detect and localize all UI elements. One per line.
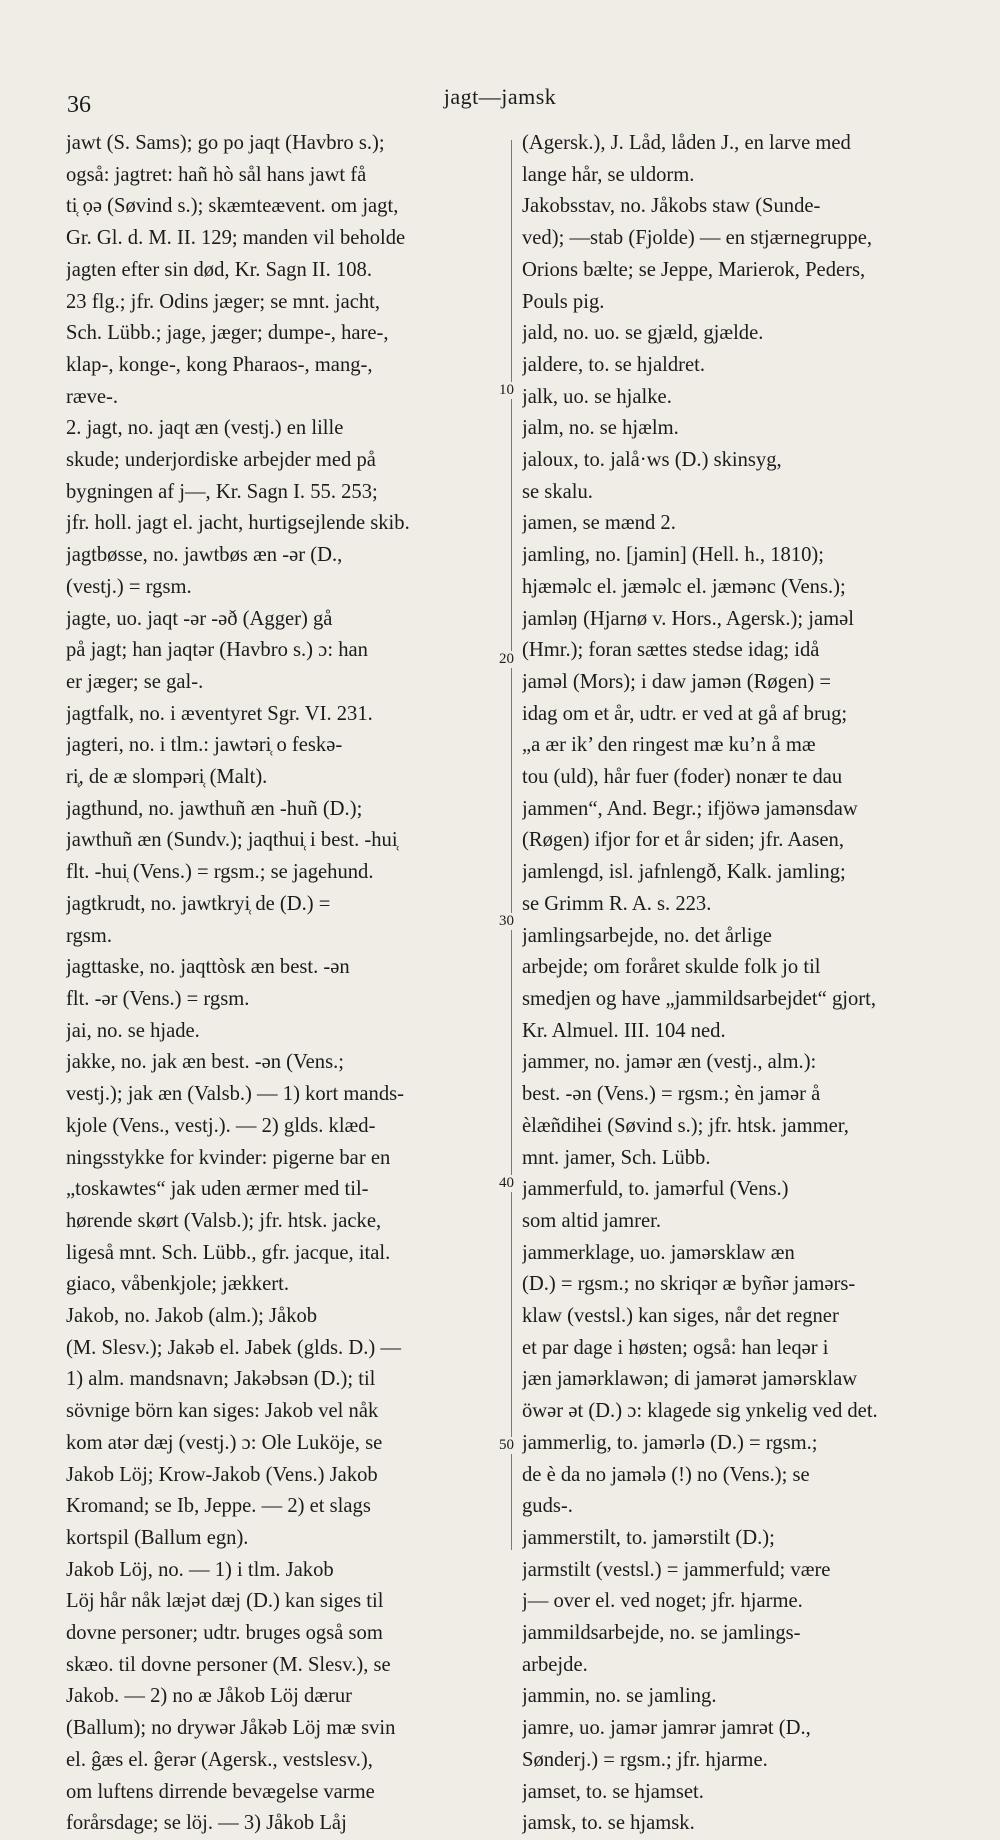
- text-line: Jakob Löj, no. — 1) i tlm. Jakob: [66, 1558, 334, 1581]
- text-line: ved); —stab (Fjolde) — en stjærnegruppe,: [522, 227, 873, 250]
- text-line: 1) alm. mandsnavn; Jakəbsən (D.); til: [66, 1368, 376, 1391]
- text-line: jagtfalk, no. i æventyret Sgr. VI. 231.: [66, 702, 373, 725]
- text-line: jammen“, And. Begr.; ifjöwə jamənsdaw: [522, 797, 858, 820]
- text-line: forårsdage; se löj. — 3) Jåkob Låj: [66, 1812, 347, 1835]
- text-line: (vestj.) = rgsm.: [66, 575, 192, 598]
- text-line: (M. Slesv.); Jakəb el. Jabek (glds. D.) —: [66, 1336, 401, 1359]
- text-line: jaldere, to. se hjaldret.: [522, 353, 705, 376]
- text-line: jagten efter sin død, Kr. Sagn II. 108.: [66, 258, 372, 281]
- page-number: 36: [67, 92, 91, 118]
- text-line: giaco, våbenkjole; jækkert.: [66, 1273, 290, 1296]
- text-line: jamre, uo. jamər jamrər jamrət (D.,: [522, 1717, 811, 1740]
- text-line: hørende skørt (Valsb.); jfr. htsk. jacke,: [66, 1209, 382, 1232]
- text-line: (Agersk.), J. Låd, låden J., en larve med: [522, 132, 851, 154]
- text-line: kom atər dæj (vestj.) ɔ: Ole Luköje, se: [66, 1431, 383, 1454]
- line-number: 40: [499, 1175, 514, 1191]
- text-line: ligeså mnt. Sch. Lübb., gfr. jacque, ital.: [66, 1241, 391, 1264]
- line-number: 20: [499, 651, 514, 667]
- text-line: (D.) = rgsm.; no skriqər æ byñər jamərs-: [522, 1273, 856, 1296]
- text-line: ningsstykke for kvinder: pigerne bar en: [66, 1146, 391, 1169]
- text-line: bygningen af j—, Kr. Sagn I. 55. 253;: [66, 480, 378, 503]
- text-line: Kromand; se Ib, Jeppe. — 2) et slags: [66, 1495, 371, 1518]
- right-column: [522, 128, 952, 1840]
- text-line: dovne personer; udtr. bruges også som: [66, 1622, 383, 1645]
- text-line: jammer, no. jamər æn (vestj., alm.):: [522, 1051, 817, 1074]
- text-line: mnt. jamer, Sch. Lübb.: [522, 1146, 711, 1169]
- text-line: vestj.); jak æn (Valsb.) — 1) kort mands-: [66, 1083, 405, 1106]
- text-line: jamləŋ (Hjarnø v. Hors., Agersk.); jaməl: [522, 607, 854, 630]
- text-line: Jakobsstav, no. Jåkobs staw (Sunde-: [522, 195, 821, 218]
- text-line: guds-.: [522, 1495, 573, 1518]
- text-line: Sønderj.) = rgsm.; jfr. hjarme.: [522, 1748, 768, 1771]
- line-number: 50: [499, 1437, 514, 1453]
- text-line: j— over el. ved noget; jfr. hjarme.: [522, 1590, 803, 1613]
- text-line: jammerstilt, to. jamərstilt (D.);: [522, 1526, 775, 1549]
- text-line: Orions bælte; se Jeppe, Marierok, Peders,: [522, 258, 866, 281]
- text-line: èlæñdihei (Søvind s.); jfr. htsk. jammer,: [522, 1114, 849, 1137]
- text-line: klap-, konge-, kong Pharaos-, mang-,: [66, 353, 373, 376]
- text-line: jamsk, to. se hjamsk.: [522, 1812, 695, 1835]
- line-number: 10: [499, 382, 514, 398]
- text-line: jammildsarbejde, no. se jamlings-: [522, 1622, 801, 1645]
- text-line: „a ær ik’ den ringest mæ ku’n å mæ: [522, 734, 816, 757]
- line-number: 30: [499, 913, 514, 929]
- text-line: jagthund, no. jawthuñ æn -huñ (D.);: [66, 797, 363, 820]
- text-line: jagttaske, no. jaqttòsk æn best. -ən: [66, 956, 350, 979]
- text-line: Jakob Löj; Krow-Jakob (Vens.) Jakob: [66, 1463, 378, 1486]
- text-line: jakke, no. jak æn best. -ən (Vens.;: [66, 1051, 344, 1074]
- text-line: lange hår, se uldorm.: [522, 163, 695, 186]
- text-line: jarmstilt (vestsl.) = jammerfuld; være: [522, 1558, 831, 1581]
- text-line: (Røgen) ifjor for et år siden; jfr. Aasen,: [522, 829, 844, 852]
- text-line: kortspil (Ballum egn).: [66, 1526, 249, 1549]
- text-line: Pouls pig.: [522, 290, 605, 313]
- text-line: arbejde; om foråret skulde folk jo til: [522, 956, 821, 979]
- text-line: „toskawtes“ jak uden ærmer med til-: [66, 1178, 369, 1201]
- column-divider: [511, 140, 512, 1550]
- text-line: Löj hår nåk læjət dæj (D.) kan siges til: [66, 1590, 384, 1613]
- text-line: jai, no. se hjade.: [66, 1019, 200, 1042]
- text-line: jamling, no. [jamin] (Hell. h., 1810);: [522, 544, 824, 567]
- text-line: Sch. Lübb.; jage, jæger; dumpe-, hare-,: [66, 322, 389, 345]
- text-line: idag om et år, udtr. er ved at gå af brug;: [522, 702, 848, 725]
- text-line: Jakob. — 2) no æ Jåkob Löj dærur: [66, 1685, 352, 1708]
- text-line: se Grimm R. A. s. 223.: [522, 892, 712, 915]
- text-line: jawt (S. Sams); go po jaqt (Havbro s.);: [66, 132, 385, 154]
- text-line: sövnige börn kan siges: Jakob vel nåk: [66, 1400, 379, 1423]
- text-line: 23 flg.; jfr. Odins jæger; se mnt. jacht,: [66, 290, 381, 313]
- text-line: Kr. Almuel. III. 104 ned.: [522, 1019, 726, 1042]
- text-line: jamset, to. se hjamset.: [522, 1780, 704, 1803]
- text-line: jæn jamərklawən; di jamərət jamərsklaw: [522, 1368, 858, 1391]
- text-line: jammin, no. se jamling.: [522, 1685, 717, 1708]
- text-line: jagteri, no. i tlm.: jawtəri̜ o feskə-: [66, 734, 343, 757]
- text-line: også: jagtret: hañ hò sål hans jawt få: [66, 163, 367, 186]
- text-line: ti̜ ọə (Søvind s.); skæmteævent. om jagt,: [66, 195, 399, 218]
- text-line: skæo. til dovne personer (M. Slesv.), se: [66, 1653, 391, 1676]
- running-head: jagt—jamsk: [443, 84, 557, 109]
- text-line: Jakob, no. Jakob (alm.); Jåkob: [66, 1305, 318, 1328]
- text-line: 2. jagt, no. jaqt æn (vestj.) en lille: [66, 417, 344, 440]
- text-line: se skalu.: [522, 480, 593, 503]
- text-line: jamlingsarbejde, no. det årlige: [522, 924, 772, 947]
- text-line: rgsm.: [66, 924, 112, 947]
- text-line: jammerfuld, to. jamərful (Vens.): [522, 1178, 789, 1201]
- text-line: best. -ən (Vens.) = rgsm.; èn jamər å: [522, 1083, 821, 1106]
- text-line: öwər ət (D.) ɔ: klagede sig ynkelig ved det.: [522, 1400, 878, 1423]
- text-line: (Ballum); no drywər Jåkəb Löj mæ svin: [66, 1717, 396, 1740]
- text-line: kjole (Vens., vestj.). — 2) glds. klæd-: [66, 1114, 376, 1137]
- text-line: jaloux, to. jalå·ws (D.) skinsyg,: [522, 449, 782, 472]
- text-line: de è da no jamələ (!) no (Vens.); se: [522, 1463, 810, 1486]
- text-line: klaw (vestsl.) kan siges, når det regner: [522, 1305, 839, 1328]
- text-line: hjæməlc el. jæməlc el. jæmənc (Vens.);: [522, 575, 846, 598]
- text-line: som altid jamrer.: [522, 1209, 661, 1232]
- text-line: jagte, uo. jaqt -ər -əð (Agger) gå: [66, 607, 333, 630]
- text-line: er jæger; se gal-.: [66, 670, 204, 693]
- text-line: tou (uld), hår fuer (foder) nonær te dau: [522, 766, 843, 789]
- left-column: [66, 128, 506, 1840]
- text-line: på jagt; han jaqtər (Havbro s.) ɔ: han: [66, 639, 368, 662]
- text-line: jamen, se mænd 2.: [522, 512, 676, 535]
- text-line: jalm, no. se hjælm.: [522, 417, 679, 440]
- text-line: om luftens dirrende bevægelse varme: [66, 1780, 375, 1803]
- text-line: jald, no. uo. se gjæld, gjælde.: [522, 322, 764, 345]
- text-line: flt. -ər (Vens.) = rgsm.: [66, 987, 250, 1010]
- text-line: Gr. Gl. d. M. II. 129; manden vil beholde: [66, 227, 406, 250]
- text-line: ræve-.: [66, 385, 119, 408]
- text-line: smedjen og have „jammildsarbejdet“ gjort,: [522, 987, 876, 1010]
- text-line: ri̜, de æ slompəri̜ (Malt).: [66, 766, 268, 789]
- text-line: jagtkrudt, no. jawtkryi̜ de (D.) =: [66, 892, 331, 915]
- text-line: et par dage i høsten; også: han leqər i: [522, 1336, 829, 1359]
- text-line: jammerklage, uo. jamərsklaw æn: [522, 1241, 795, 1264]
- text-line: jaməl (Mors); i daw jamən (Røgen) =: [522, 670, 831, 693]
- text-line: el. ĝæs el. ĝerər (Agersk., vestslesv.),: [66, 1748, 373, 1771]
- text-line: arbejde.: [522, 1653, 588, 1676]
- text-line: jfr. holl. jagt el. jacht, hurtigsejlende skib.: [66, 512, 410, 535]
- text-line: jammerlig, to. jamərlə (D.) = rgsm.;: [522, 1431, 818, 1454]
- text-line: jalk, uo. se hjalke.: [522, 385, 672, 408]
- text-line: jamlengd, isl. jafnlengð, Kalk. jamling;: [522, 861, 846, 884]
- text-line: jawthuñ æn (Sundv.); jaqthui̜ i best. -hui̜: [66, 829, 398, 852]
- text-line: skude; underjordiske arbejder med på: [66, 449, 376, 472]
- text-line: (Hmr.); foran sættes stedse idag; idå: [522, 639, 820, 662]
- text-line: jagtbøsse, no. jawtbøs æn -ər (D.,: [66, 544, 343, 567]
- text-line: flt. -hui̜ (Vens.) = rgsm.; se jagehund.: [66, 861, 374, 884]
